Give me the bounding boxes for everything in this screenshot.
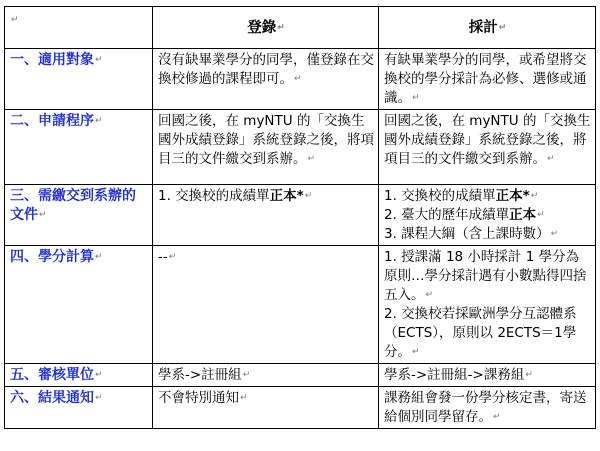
credit-cell: 有缺畢業學分的同學，或希望將交換校的學分採計為必修、選修或通識。↵ bbox=[379, 49, 596, 110]
credit-cell bbox=[379, 185, 596, 246]
paragraph-mark-icon: ↵ bbox=[95, 252, 103, 262]
paragraph-mark-icon: ↵ bbox=[294, 74, 302, 84]
register-cell: 回國之後，在 myNTU 的「交換生國外成績登錄」系統登錄之後，將項目三的文件繳交到系辦。↵ bbox=[153, 110, 379, 185]
paragraph-mark-icon: ↵ bbox=[412, 93, 420, 103]
paragraph-mark-icon: ↵ bbox=[168, 252, 177, 262]
register-cell: 1. 交換校的成績單正本*↵ bbox=[153, 185, 379, 246]
credit-cell: 學系->註冊組->課務組↵ bbox=[379, 364, 596, 387]
paragraph-mark-icon: ↵ bbox=[240, 393, 248, 403]
list-item: 1. 授課滿 18 小時採計 1 學分為原則…學分採計遇有小數點得四捨五入。↵ bbox=[384, 249, 587, 303]
paragraph-mark-icon: ↵ bbox=[425, 290, 434, 300]
paragraph-mark-icon: ↵ bbox=[95, 116, 103, 126]
paragraph-mark-icon: ↵ bbox=[493, 412, 501, 422]
paragraph-mark-icon: ↵ bbox=[307, 154, 316, 164]
register-cell: 學系->註冊組↵ bbox=[153, 364, 379, 387]
list-item: 3. 課程大綱（含上課時數）↵ bbox=[384, 226, 559, 242]
paragraph-mark-icon: ↵ bbox=[547, 154, 555, 164]
paragraph-mark-icon: ↵ bbox=[277, 22, 285, 33]
credit-cell: 回國之後，在 myNTU 的「交換生國外成績登錄」系統登錄之後，將項目三的文件繳交到系辦。↵ bbox=[379, 110, 596, 185]
table-row bbox=[5, 387, 596, 429]
table-row bbox=[5, 364, 596, 387]
paragraph-mark-icon: ↵ bbox=[525, 370, 533, 380]
header-credit: 採計↵ bbox=[379, 7, 596, 49]
paragraph-mark-icon: ↵ bbox=[550, 229, 559, 239]
row-label: 六、結果通知↵ bbox=[5, 387, 153, 429]
list-item: 1. 交換校的成績單正本*↵ bbox=[384, 188, 539, 204]
credit-cell: 課務組會發一份學分核定書，寄送給個別同學留存。↵ bbox=[379, 387, 596, 429]
paragraph-mark-icon: ↵ bbox=[304, 191, 313, 201]
paragraph-mark-icon: ↵ bbox=[530, 191, 539, 201]
paragraph-mark-icon: ↵ bbox=[39, 210, 47, 220]
paragraph-mark-icon: ↵ bbox=[412, 347, 420, 357]
paragraph-mark-icon: ↵ bbox=[537, 210, 545, 220]
header-row bbox=[5, 7, 596, 49]
comparison-table bbox=[4, 6, 596, 429]
paragraph-mark-icon: ↵ bbox=[242, 370, 251, 380]
paragraph-mark-icon: ↵ bbox=[95, 393, 103, 403]
row-label: 五、審核單位↵ bbox=[5, 364, 153, 387]
list-item: 2. 臺大的歷年成績單正本↵ bbox=[384, 207, 545, 223]
paragraph-mark-icon: ↵ bbox=[498, 22, 507, 33]
table-row bbox=[5, 110, 596, 185]
register-cell: 不會特別通知↵ bbox=[153, 387, 379, 429]
register-cell: 沒有缺畢業學分的同學，僅登錄在交換校修過的課程即可。↵ bbox=[153, 49, 379, 110]
row-label: 二、申請程序↵ bbox=[5, 110, 153, 185]
paragraph-mark-icon: ↵ bbox=[95, 55, 103, 65]
table-row bbox=[5, 185, 596, 246]
header-register: 登錄↵ bbox=[153, 7, 379, 49]
table-row bbox=[5, 246, 596, 364]
paragraph-mark-icon: ↵ bbox=[11, 15, 19, 25]
paragraph-mark-icon: ↵ bbox=[95, 370, 103, 380]
row-label: 四、學分計算↵ bbox=[5, 246, 153, 364]
header-corner-cell bbox=[5, 7, 153, 49]
register-cell: --↵ bbox=[153, 246, 379, 364]
credit-cell bbox=[379, 246, 596, 364]
row-label: 一、適用對象↵ bbox=[5, 49, 153, 110]
row-label: 三、需繳交到系辦的文件↵ bbox=[5, 185, 153, 246]
table-row bbox=[5, 49, 596, 110]
list-item: 2. 交換校若採歐洲學分互認體系（ECTS），原則以 2ECTS＝1學分。↵ bbox=[384, 306, 577, 360]
